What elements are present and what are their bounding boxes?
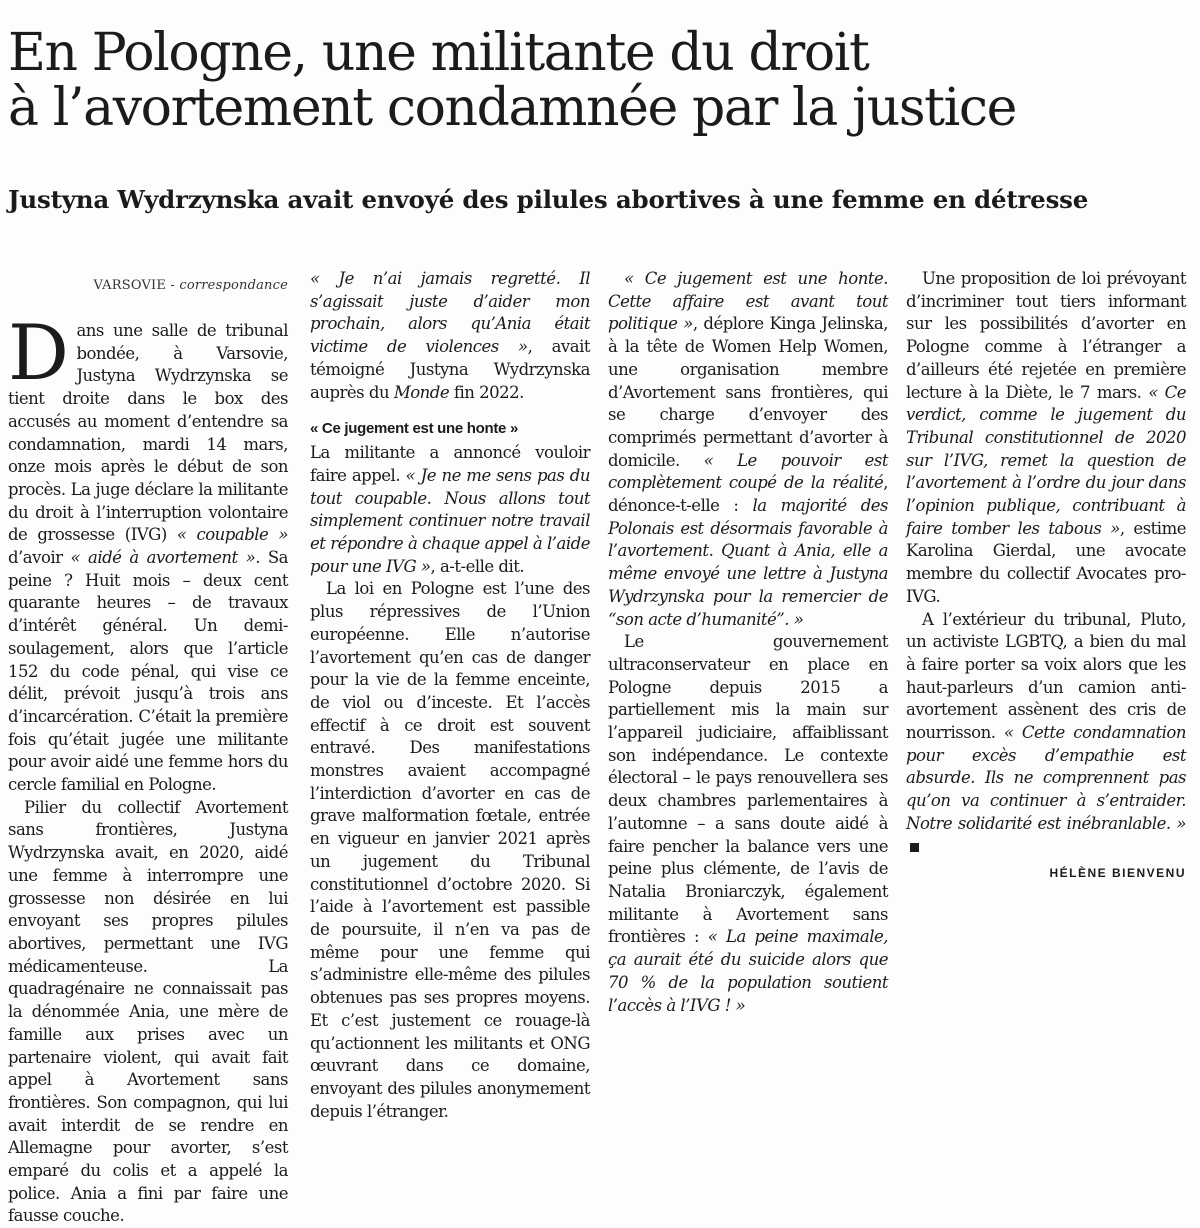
paragraph-5: « Ce jugement est une honte. Cette affaire est avant tout politique », déplore Kinga Jelinska, à la tête de Women Help Women, une organisation membre d’Avortement sans frontières, qui se charge d’envoyer des comprimés permettant d’avorter à domicile. « Le pouvoir est complètement coupé de la réalité, dénonce-t-elle : la majorité des Polonais est désormais favorable à l’avortement. Quant à Ania, elle a même envoyé une lettre à Justyna Wydrzynska pour la remercier de “son acte d’humanité”. »: [608, 269, 888, 629]
paragraph-6: Le gouvernement ultraconservateur en place en Pologne depuis 2015 a partiellement mis la main sur l’appareil judiciaire, affaiblissant son indépendance. Le contexte électoral – le pays renouvellera ses deux chambres parlementaires à l’automne – a sans doute aidé à faire pencher la balance vers une peine plus clémente, de l’avis de Natalia Broniarczyk, également militante à Avortement sans frontières : « La peine maximale, ça aurait été du suicide alors que 70 % de la population soutient l’accès à l’IVG ! »: [608, 632, 888, 1015]
column-4: [906, 268, 1186, 885]
paragraph-4: La loi en Pologne est l’une des plus répressives de l’Union européenne. Elle n’autorise l’avortement qu’en cas de danger pour la vie de la femme enceinte, de viol ou d’inceste. Et l’accès effectif à ce droit est souvent entravé. Des manifestations monstres avaient accompagné l’interdiction d’avorter en cas de grave malformation fœtale, entrée en vigueur en janvier 2021 après un jugement du Tribunal constitutionnel d’octobre 2020. Si l’aide à l’avortement est passible de poursuite, il n’en va pas de même pour une femme qui s’administre elle-même des pilules obtenues pas ses propres moyens. Et c’est justement ce rouage-là qu’actionnent les militants et ONG œuvrant dans ce domaine, envoyant des pilules anonymement depuis l’étranger.: [310, 579, 590, 1121]
title-line-2: à l’avortement condamnée par la justice: [8, 78, 1016, 138]
article-title: [8, 23, 1188, 138]
column-1: [8, 268, 288, 1228]
intertitle: « Ce jugement est une honte »: [310, 420, 519, 438]
drop-cap: D: [8, 308, 69, 397]
paragraph-3: La militante a annoncé vouloir faire appel. « Je ne me sens pas du tout coupable. Nous allons tout simplement continuer notre travail et répondre à chaque appel à l’aide pour une IVG », a-t-elle dit.: [310, 443, 590, 576]
column-3: [608, 268, 888, 1017]
dateline: VARSOVIE - correspondance: [93, 278, 288, 293]
article-subtitle: Justyna Wydrzynska avait envoyé des pilules abortives à une femme en détresse: [8, 185, 1089, 214]
paragraph-8: A l’extérieur du tribunal, Pluto, un activiste LGBTQ, a bien du mal à faire porter sa voix alors que les haut-parleurs d’un camion anti-avortement assènent des cris de nourrisson. « Cette condamnation pour excès d’empathie est absurde. Ils ne comprennent pas qu’on va continuer à s’entraider. Notre solidarité est inébranlable. »: [906, 609, 1186, 859]
byline: HÉLÈNE BIENVENU: [1049, 866, 1186, 881]
dateline-place: VARSOVIE: [93, 278, 167, 293]
end-mark-icon: [910, 843, 919, 852]
title-line-1: En Pologne, une militante du droit: [8, 23, 869, 83]
paragraph-1: Dans une salle de tribunal bondée, à Varsovie, Justyna Wydrzynska se tient droite dans le box des accusés au moment d’entendre sa condamnation, mardi 14 mars, onze mois après le début de son procès. La juge déclare la militante du droit à l’interruption volontaire de grossesse (IVG) « coupable » d’avoir « aidé à avortement ». Sa peine ? Huit mois – deux cent quarante heures – de travaux d’intérêt général. Un demi-soulagement, alors que l’article 152 du code pénal, qui vise ce délit, prévoit jusqu’à trois ans d’incarcération. C’était la première fois qu’était jugée une militante pour avoir aidé une femme hors du cercle familial en Pologne.: [8, 308, 288, 795]
paragraph-2-part-1: Pilier du collectif Avortement sans frontières, Justyna Wydrzynska avait, en 2020, aidé une femme à interrompre une grossesse non désirée en lui envoyant ses propres pilules abortives, permettant une IVG médicamenteuse. La quadragénaire ne connaissait pas la dénommée Ania, une mère de famille aux prises avec un partenaire violent, qui avait fait appel à Avortement sans frontières. Son compagnon, qui lui avait interdit de se rendre en Allemagne pour avorter, s’est emparé du colis et a appelé la police. Ania a fini par faire une fausse couche.: [8, 797, 288, 1226]
paragraph-7: Une proposition de loi prévoyant d’incriminer tout tiers informant sur les possibilités d’avorter en Pologne comme à l’étranger a d’ailleurs été rejetée en première lecture à la Diète, le 7 mars. « Ce verdict, comme le jugement du Tribunal constitutionnel de 2020 sur l’IVG, remet la question de l’avortement à l’ordre du jour dans l’opinion publique, contribuant à faire tomber les tabous », estime Karolina Gierdal, une avocate membre du collectif Avocates pro-IVG.: [906, 269, 1186, 606]
dateline-role: correspondance: [179, 278, 288, 293]
paragraph-2-quote: « Je n’ai jamais regretté. Il s’agissait juste d’aider mon prochain, alors qu’Ania était victime de violences », avait témoigné Justyna Wydrzynska auprès du Monde fin 2022.: [310, 269, 590, 402]
column-2: [310, 268, 590, 1123]
